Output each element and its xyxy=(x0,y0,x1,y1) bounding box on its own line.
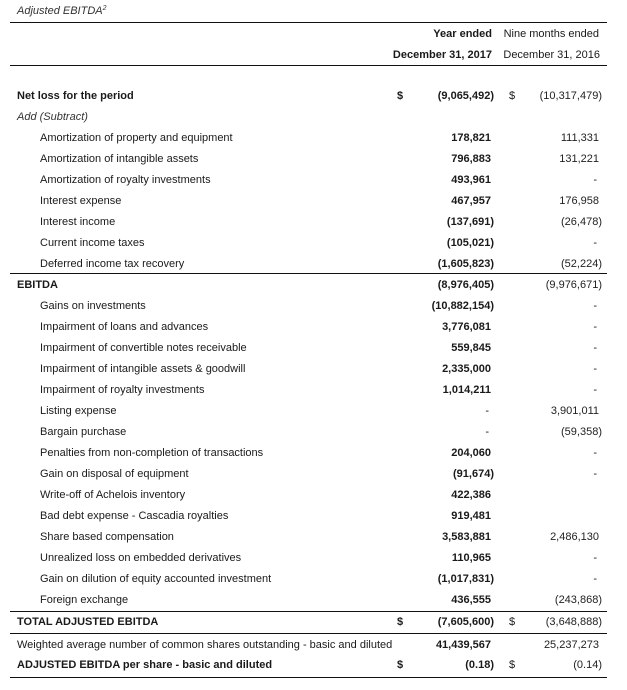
value-2017: (9,065,492) xyxy=(437,90,494,102)
value-2017: 41,439,567 xyxy=(435,639,491,651)
row-label: Unrealized loss on embedded derivatives xyxy=(40,552,242,564)
currency-symbol-2017: $ xyxy=(397,90,404,102)
value-2016: (3,648,888) xyxy=(545,616,602,628)
row-label: Interest expense xyxy=(40,195,122,207)
rule-top xyxy=(10,22,607,23)
col1-header-line2: December 31, 2017 xyxy=(392,49,492,61)
table-row xyxy=(0,485,627,506)
value-2017: (0.18) xyxy=(465,659,494,671)
table-row xyxy=(0,338,627,359)
value-2017: (10,882,154) xyxy=(431,300,494,312)
row-label: Bargain purchase xyxy=(40,426,127,438)
value-2016: - xyxy=(593,363,597,375)
table-row xyxy=(0,128,627,149)
value-2017: - xyxy=(485,405,489,417)
table-row xyxy=(0,191,627,212)
value-2017: 436,555 xyxy=(451,594,491,606)
row-label: Amortization of intangible assets xyxy=(40,153,199,165)
row-label: Write-off of Achelois inventory xyxy=(40,489,186,501)
row-label: Impairment of royalty investments xyxy=(40,384,205,396)
value-2017: 493,961 xyxy=(451,174,491,186)
row-label: Deferred income tax recovery xyxy=(40,258,185,270)
value-2017: 559,845 xyxy=(451,342,491,354)
row-label: Gain on dilution of equity accounted investment xyxy=(40,573,272,585)
footnote-marker: 2 xyxy=(102,5,107,12)
value-2016: (59,358) xyxy=(561,426,602,438)
value-2016: - xyxy=(593,237,597,249)
table-row xyxy=(0,107,627,128)
value-2017: (91,674) xyxy=(453,468,494,480)
value-2016: 2,486,130 xyxy=(550,531,599,543)
table-row xyxy=(0,233,627,254)
value-2017: 110,965 xyxy=(451,552,491,564)
row-label: Amortization of royalty investments xyxy=(40,174,211,186)
value-2016: (9,976,671) xyxy=(545,279,602,291)
table-row xyxy=(0,527,627,548)
value-2017: 3,583,881 xyxy=(442,531,491,543)
value-2017: 178,821 xyxy=(451,132,491,144)
value-2016: 3,901,011 xyxy=(550,405,599,417)
table-row xyxy=(0,548,627,569)
currency-symbol-2016: $ xyxy=(509,90,516,102)
table-row xyxy=(0,275,627,296)
currency-symbol-2017: $ xyxy=(397,616,404,628)
value-2017: (1,605,823) xyxy=(437,258,494,270)
table-row xyxy=(0,317,627,338)
table-row xyxy=(0,212,627,233)
value-2016: (52,224) xyxy=(561,258,602,270)
value-2016: (26,478) xyxy=(561,216,602,228)
row-label: Listing expense xyxy=(40,405,117,417)
value-2016: - xyxy=(593,552,597,564)
table-row xyxy=(0,590,627,611)
value-2017: 3,776,081 xyxy=(442,321,491,333)
row-label: Add (Subtract) xyxy=(17,111,88,123)
value-2016: 25,237,273 xyxy=(543,639,599,651)
table-row xyxy=(0,612,627,633)
table-row xyxy=(0,86,627,107)
value-2016: - xyxy=(593,573,597,585)
row-label: Interest income xyxy=(40,216,116,228)
value-2017: (8,976,405) xyxy=(437,279,494,291)
row-label: TOTAL ADJUSTED EBITDA xyxy=(17,616,159,628)
table-row xyxy=(0,296,627,317)
row-label: Amortization of property and equipment xyxy=(40,132,233,144)
value-2016: - xyxy=(593,174,597,186)
row-label: ADJUSTED EBITDA per share - basic and diluted xyxy=(17,659,273,671)
value-2016: (0.14) xyxy=(573,659,602,671)
value-2016: (10,317,479) xyxy=(539,90,602,102)
table-row xyxy=(0,359,627,380)
value-2017: 2,335,000 xyxy=(442,363,491,375)
value-2016: 131,221 xyxy=(559,153,599,165)
row-label: Current income taxes xyxy=(40,237,145,249)
value-2017: (7,605,600) xyxy=(437,616,494,628)
value-2016: - xyxy=(593,447,597,459)
value-2016: - xyxy=(593,468,597,480)
row-label: Bad debt expense - Cascadia royalties xyxy=(40,510,229,522)
table-row xyxy=(0,506,627,527)
value-2017: - xyxy=(485,426,489,438)
caption-title: Adjusted EBITDA xyxy=(17,5,103,17)
value-2017: 919,481 xyxy=(451,510,491,522)
value-2016: (243,868) xyxy=(554,594,602,606)
row-label: Impairment of convertible notes receivable xyxy=(40,342,247,354)
value-2016: 111,331 xyxy=(560,132,599,144)
table-caption xyxy=(17,5,107,17)
table-row xyxy=(0,380,627,401)
currency-symbol-2016: $ xyxy=(509,616,516,628)
value-2016: - xyxy=(593,342,597,354)
table-row xyxy=(0,443,627,464)
value-2017: 796,883 xyxy=(451,153,491,165)
table-row xyxy=(0,149,627,170)
value-2016: - xyxy=(593,384,597,396)
col1-header-line1: Year ended xyxy=(433,28,492,40)
row-label: Penalties from non-completion of transactions xyxy=(40,447,264,459)
table-row xyxy=(0,464,627,485)
table-row xyxy=(0,254,627,275)
col2-header-line2: December 31, 2016 xyxy=(503,49,600,61)
value-2016: - xyxy=(593,321,597,333)
row-label: EBITDA xyxy=(17,279,58,291)
value-2016: 176,958 xyxy=(559,195,599,207)
table-row xyxy=(0,170,627,191)
value-2017: 467,957 xyxy=(451,195,491,207)
value-2017: (137,691) xyxy=(446,216,494,228)
row-label: Weighted average number of common shares outstanding - basic and diluted xyxy=(17,639,393,651)
rule-before-ebitda xyxy=(10,273,607,274)
table-row xyxy=(0,569,627,590)
rule-bottom xyxy=(10,677,607,678)
table-row xyxy=(0,401,627,422)
row-label: Impairment of loans and advances xyxy=(40,321,209,333)
table-row xyxy=(0,635,627,656)
row-label: Share based compensation xyxy=(40,531,174,543)
row-label: Gains on investments xyxy=(40,300,146,312)
table-row xyxy=(0,655,627,676)
value-2017: (1,017,831) xyxy=(437,573,494,585)
row-label: Impairment of intangible assets & goodwill xyxy=(40,363,246,375)
rule-before-total xyxy=(10,611,607,612)
value-2017: 204,060 xyxy=(451,447,491,459)
rule-after-total xyxy=(10,633,607,634)
value-2016: - xyxy=(593,300,597,312)
rule-header-bottom xyxy=(10,65,607,66)
value-2017: 1,014,211 xyxy=(442,384,491,396)
value-2017: 422,386 xyxy=(451,489,491,501)
table-row xyxy=(0,422,627,443)
row-label: Gain on disposal of equipment xyxy=(40,468,189,480)
row-label: Net loss for the period xyxy=(17,90,134,102)
currency-symbol-2017: $ xyxy=(397,659,404,671)
col2-header-line1: Nine months ended xyxy=(503,28,599,40)
row-label: Foreign exchange xyxy=(40,594,129,606)
value-2017: (105,021) xyxy=(446,237,494,249)
currency-symbol-2016: $ xyxy=(509,659,516,671)
